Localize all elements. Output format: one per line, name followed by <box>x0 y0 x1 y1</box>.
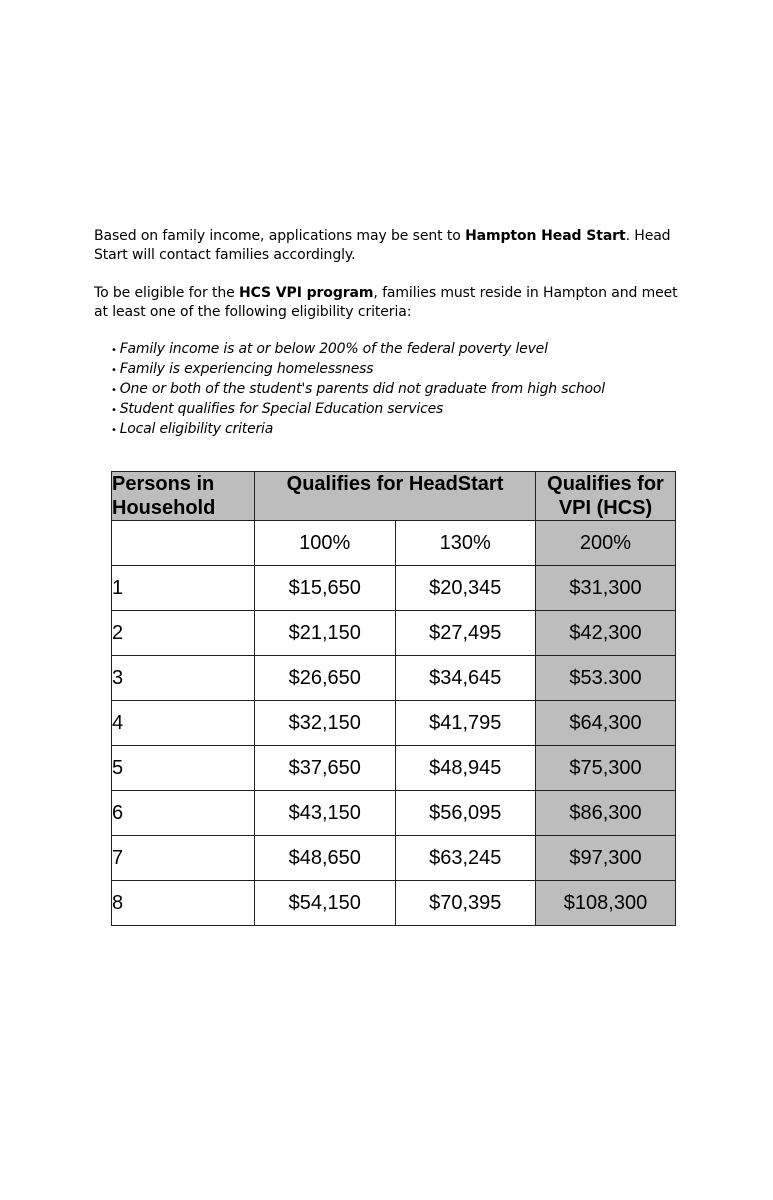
qualifies-headstart-header: Qualifies for HeadStart <box>255 472 536 521</box>
percent-130-header: 130% <box>395 521 536 566</box>
table-row <box>112 566 676 611</box>
criteria-item: • Student qualifies for Special Education services <box>111 400 605 420</box>
criteria-item: • Family income is at or below 200% of the federal poverty level <box>111 340 605 360</box>
table-row <box>112 836 676 881</box>
persons-cell: 3 <box>112 656 255 701</box>
persons-cell: 8 <box>112 881 255 926</box>
criteria-item: • Local eligibility criteria <box>111 420 605 440</box>
persons-cell: 1 <box>112 566 255 611</box>
income-200-cell: $108,300 <box>536 881 676 926</box>
income-130-cell: $63,245 <box>395 836 536 881</box>
persons-cell: 4 <box>112 701 255 746</box>
income-eligibility-table <box>111 471 676 926</box>
intro-text: . Head Start will contact families accordingly. <box>94 228 671 263</box>
income-130-cell: $48,945 <box>395 746 536 791</box>
eligibility-criteria-list <box>111 340 605 440</box>
income-130-cell: $34,645 <box>395 656 536 701</box>
income-200-cell: $53.300 <box>536 656 676 701</box>
income-100-cell: $37,650 <box>255 746 396 791</box>
income-100-cell: $48,650 <box>255 836 396 881</box>
income-130-cell: $20,345 <box>395 566 536 611</box>
income-100-cell: $26,650 <box>255 656 396 701</box>
persons-in-household-header: Persons in Household <box>112 472 255 521</box>
percent-200-header: 200% <box>536 521 676 566</box>
income-130-cell: $27,495 <box>395 611 536 656</box>
criteria-item: • Family is experiencing homelessness <box>111 360 605 380</box>
persons-cell: 6 <box>112 791 255 836</box>
income-100-cell: $15,650 <box>255 566 396 611</box>
table-row <box>112 746 676 791</box>
income-100-cell: $43,150 <box>255 791 396 836</box>
intro-paragraph-vpi <box>94 284 694 322</box>
table-header-row <box>112 472 676 521</box>
income-100-cell: $32,150 <box>255 701 396 746</box>
blank-cell <box>112 521 255 566</box>
income-130-cell: $70,395 <box>395 881 536 926</box>
income-200-cell: $31,300 <box>536 566 676 611</box>
intro-text: To be eligible for the <box>94 285 239 301</box>
criteria-item: • One or both of the student's parents did not graduate from high school <box>111 380 605 400</box>
income-100-cell: $21,150 <box>255 611 396 656</box>
table-row <box>112 611 676 656</box>
income-200-cell: $97,300 <box>536 836 676 881</box>
table-row <box>112 791 676 836</box>
income-200-cell: $75,300 <box>536 746 676 791</box>
intro-text: , families must reside in Hampton and meet at least one of the following eligibility criteria: <box>94 285 678 320</box>
table-subheader-row <box>112 521 676 566</box>
qualifies-vpi-header: Qualifies for VPI (HCS) <box>536 472 676 521</box>
persons-cell: 2 <box>112 611 255 656</box>
hampton-head-start-label: Hampton Head Start <box>465 228 626 244</box>
persons-cell: 5 <box>112 746 255 791</box>
table-row <box>112 701 676 746</box>
income-200-cell: $42,300 <box>536 611 676 656</box>
intro-text: Based on family income, applications may be sent to <box>94 228 466 244</box>
income-130-cell: $41,795 <box>395 701 536 746</box>
income-130-cell: $56,095 <box>395 791 536 836</box>
income-200-cell: $64,300 <box>536 701 676 746</box>
income-200-cell: $86,300 <box>536 791 676 836</box>
hcs-vpi-program-label: HCS VPI program <box>238 285 374 301</box>
income-100-cell: $54,150 <box>255 881 396 926</box>
persons-cell: 7 <box>112 836 255 881</box>
percent-100-header: 100% <box>255 521 396 566</box>
table-row <box>112 881 676 926</box>
table-row <box>112 656 676 701</box>
intro-paragraph-headstart <box>94 227 694 265</box>
